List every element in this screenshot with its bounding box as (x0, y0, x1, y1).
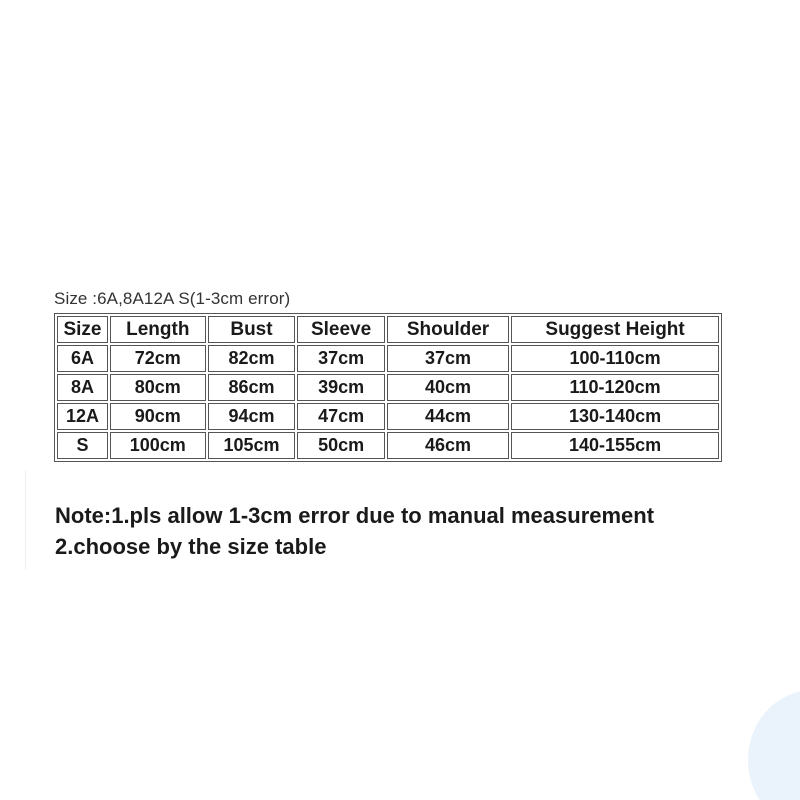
table-cell: 140-155cm (511, 432, 719, 459)
table-cell: 37cm (297, 345, 385, 372)
header-shoulder: Shoulder (387, 316, 509, 343)
measurement-note (55, 500, 654, 562)
table-cell: 105cm (208, 432, 296, 459)
table-row (57, 374, 719, 401)
table-cell: 6A (57, 345, 108, 372)
table-cell: 94cm (208, 403, 296, 430)
table-cell: 80cm (110, 374, 206, 401)
table-cell: 12A (57, 403, 108, 430)
header-length: Length (110, 316, 206, 343)
table-cell: 44cm (387, 403, 509, 430)
table-cell: 100-110cm (511, 345, 719, 372)
size-caption: Size :6A,8A12A S(1-3cm error) (54, 289, 291, 308)
header-sleeve: Sleeve (297, 316, 385, 343)
table-cell: 50cm (297, 432, 385, 459)
table-cell: 8A (57, 374, 108, 401)
size-table (54, 313, 722, 462)
table-cell: 40cm (387, 374, 509, 401)
table-cell: 110-120cm (511, 374, 719, 401)
table-cell: 86cm (208, 374, 296, 401)
table-cell: 46cm (387, 432, 509, 459)
table-row (57, 345, 719, 372)
table-cell: 39cm (297, 374, 385, 401)
table-cell: 90cm (110, 403, 206, 430)
left-edge-rule (25, 470, 26, 570)
table-cell: 47cm (297, 403, 385, 430)
note-line-1: Note:1.pls allow 1-3cm error due to manual measurement (55, 503, 655, 528)
table-cell: 37cm (387, 345, 509, 372)
header-size: Size (57, 316, 108, 343)
table-cell: 82cm (208, 345, 296, 372)
table-header-row (57, 316, 719, 343)
note-line-2: 2.choose by the size table (55, 534, 327, 559)
header-suggest-height: Suggest Height (511, 316, 719, 343)
table-cell: S (57, 432, 108, 459)
table-row (57, 403, 719, 430)
corner-decoration (748, 690, 800, 800)
header-bust: Bust (208, 316, 296, 343)
table-row (57, 432, 719, 459)
table-cell: 130-140cm (511, 403, 719, 430)
table-cell: 72cm (110, 345, 206, 372)
table-cell: 100cm (110, 432, 206, 459)
